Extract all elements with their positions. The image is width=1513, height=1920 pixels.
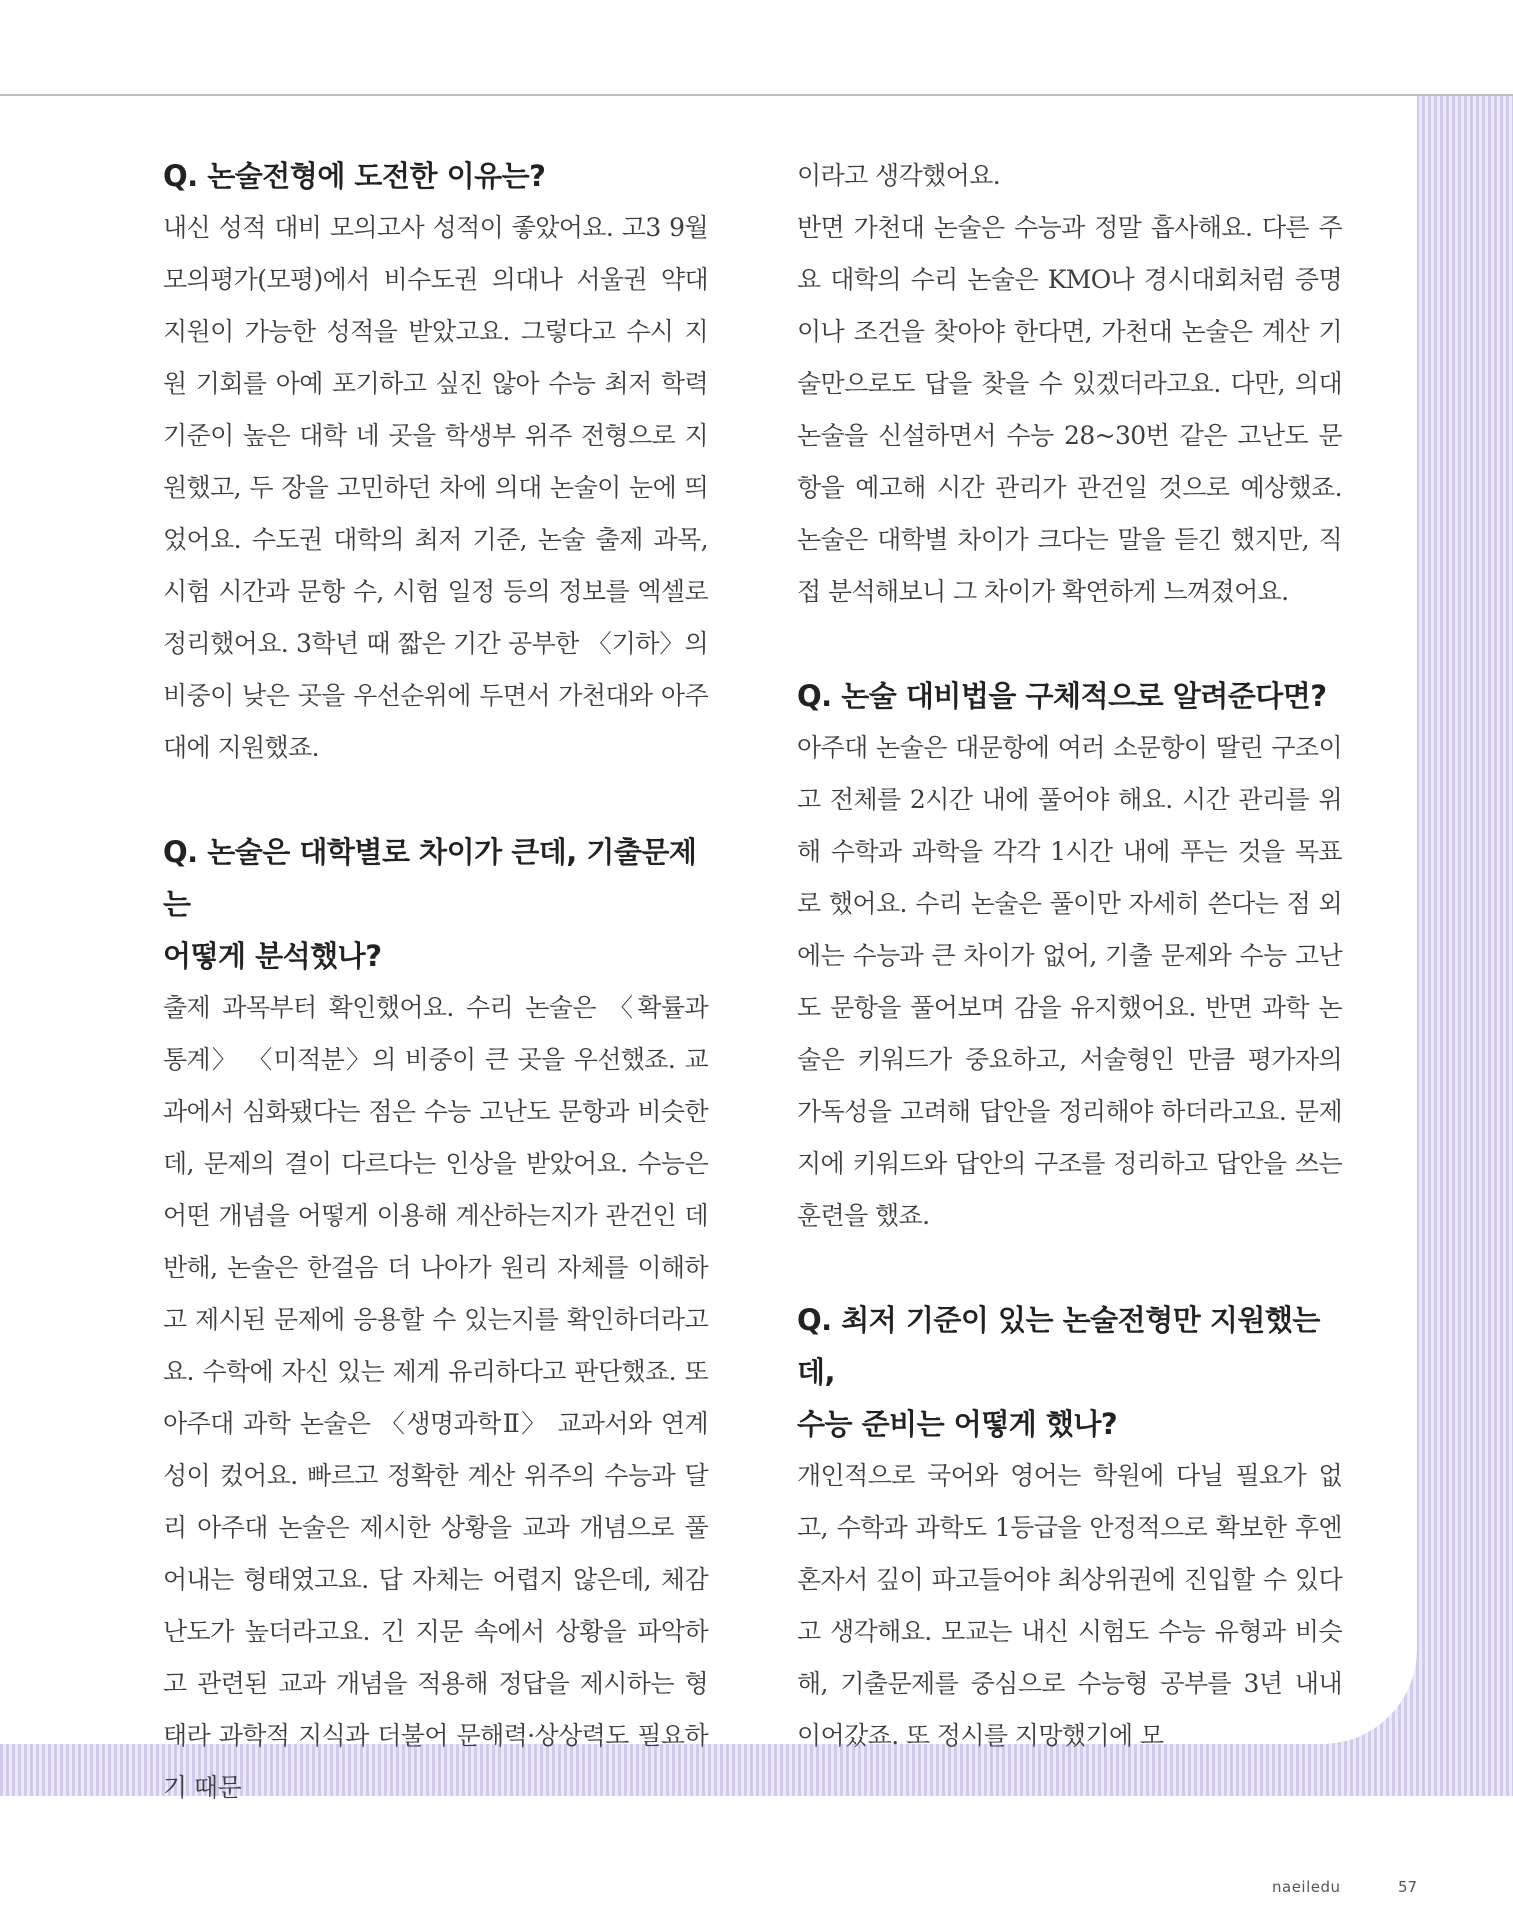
footer-brand: naeiledu xyxy=(1272,1878,1341,1896)
left-column xyxy=(163,150,708,1814)
question-heading-2: Q. 논술은 대학별로 차이가 큰데, 기출문제는 어떻게 분석했나? xyxy=(163,835,697,973)
answer-paragraph-2-continued: 이라고 생각했어요. xyxy=(797,161,1001,190)
answer-paragraph-1: 내신 성적 대비 모의고사 성적이 좋았어요. 고3 9월 모의평가(모평)에서 비수도권 의대나 서울권 약대 지원이 가능한 성적을 받았고요. 그렇다고 수시 지원 기회를 아예 포기하고 싶진 않아 수능 최저 학력 기준이 높은 대학 네 곳을 학생부 위주 전형으로 지원했고, 두 장을 고민하던 차에 의대 논술이 눈에 띄었어요. 수도권 대학의 최저 기준, 논술 출제 과목, 시험 시간과 문항 수, 시험 일정 등의 정보를 엑셀로 정리했어요. 3학년 때 짧은 기간 공부한 〈기하〉의 비중이 낮은 곳을 우선순위에 두면서 가천대와 아주대에 지원했죠. xyxy=(163,213,708,762)
answer-paragraph-3: 아주대 논술은 대문항에 여러 소문항이 딸린 구조이고 전체를 2시간 내에 풀어야 해요. 시간 관리를 위해 수학과 과학을 각각 1시간 내에 푸는 것을 목표로 했어요. 수리 논술은 풀이만 자세히 쓴다는 점 외에는 수능과 큰 차이가 없어, 기출 문제와 수능 고난도 문항을 풀어보며 감을 유지했어요. 반면 과학 논술은 키워드가 중요하고, 서술형인 만큼 평가자의 가독성을 고려해 답안을 정리해야 하더라고요. 문제지에 키워드와 답안의 구조를 정리하고 답안을 쓰는 훈련을 했죠. xyxy=(797,733,1342,1230)
page-number: 57 xyxy=(1398,1878,1418,1896)
question-heading-4: Q. 최저 기준이 있는 논술전형만 지원했는데, 수능 준비는 어떻게 했나? xyxy=(797,1303,1320,1441)
top-rule-divider xyxy=(0,94,1513,96)
answer-paragraph-2: 출제 과목부터 확인했어요. 수리 논술은 〈확률과 통계〉 〈미적분〉의 비중이 큰 곳을 우선했죠. 교과에서 심화됐다는 점은 수능 고난도 문항과 비슷한데, 문제의 결이 다르다는 인상을 받았어요. 수능은 어떤 개념을 어떻게 이용해 계산하는지가 관건인 데 반해, 논술은 한걸음 더 나아가 원리 자체를 이해하고 제시된 문제에 응용할 수 있는지를 확인하더라고요. 수학에 자신 있는 제게 유리하다고 판단했죠. 또 아주대 과학 논술은 〈생명과학Ⅱ〉 교과서와 연계성이 컸어요. 빠르고 정확한 계산 위주의 수능과 달리 아주대 논술은 제시한 상황을 교과 개념으로 풀어내는 형태였고요. 답 자체는 어렵지 않은데, 체감 난도가 높더라고요. 긴 지문 속에서 상황을 파악하고 관련된 교과 개념을 적용해 정답을 제시하는 형태라 과학적 지식과 더불어 문해력·상상력도 필요하기 때문 xyxy=(163,993,708,1802)
question-heading-3: Q. 논술 대비법을 구체적으로 알려준다면? xyxy=(797,679,1327,713)
bottom-margin xyxy=(0,1796,1513,1920)
section-spacer xyxy=(163,774,708,826)
question-heading-1: Q. 논술전형에 도전한 이유는? xyxy=(163,159,546,193)
right-column xyxy=(797,150,1342,1762)
answer-paragraph-4: 개인적으로 국어와 영어는 학원에 다닐 필요가 없고, 수학과 과학도 1등급을 안정적으로 확보한 후엔 혼자서 깊이 파고들어야 최상위권에 진입할 수 있다고 생각해요. 모교는 내신 시험도 수능 유형과 비슷해, 기출문제를 중심으로 수능형 공부를 3년 내내 이어갔죠. 또 정시를 지망했기에 모 xyxy=(797,1461,1342,1750)
section-spacer xyxy=(797,618,1342,670)
section-spacer xyxy=(797,1242,1342,1294)
answer-paragraph-2b: 반면 가천대 논술은 수능과 정말 흡사해요. 다른 주요 대학의 수리 논술은 KMO나 경시대회처럼 증명이나 조건을 찾아야 한다면, 가천대 논술은 계산 기술만으로도 답을 찾을 수 있겠더라고요. 다만, 의대 논술을 신설하면서 수능 28~30번 같은 고난도 문항을 예고해 시간 관리가 관건일 것으로 예상했죠. 논술은 대학별 차이가 크다는 말을 듣긴 했지만, 직접 분석해보니 그 차이가 확연하게 느껴졌어요. xyxy=(797,213,1342,606)
